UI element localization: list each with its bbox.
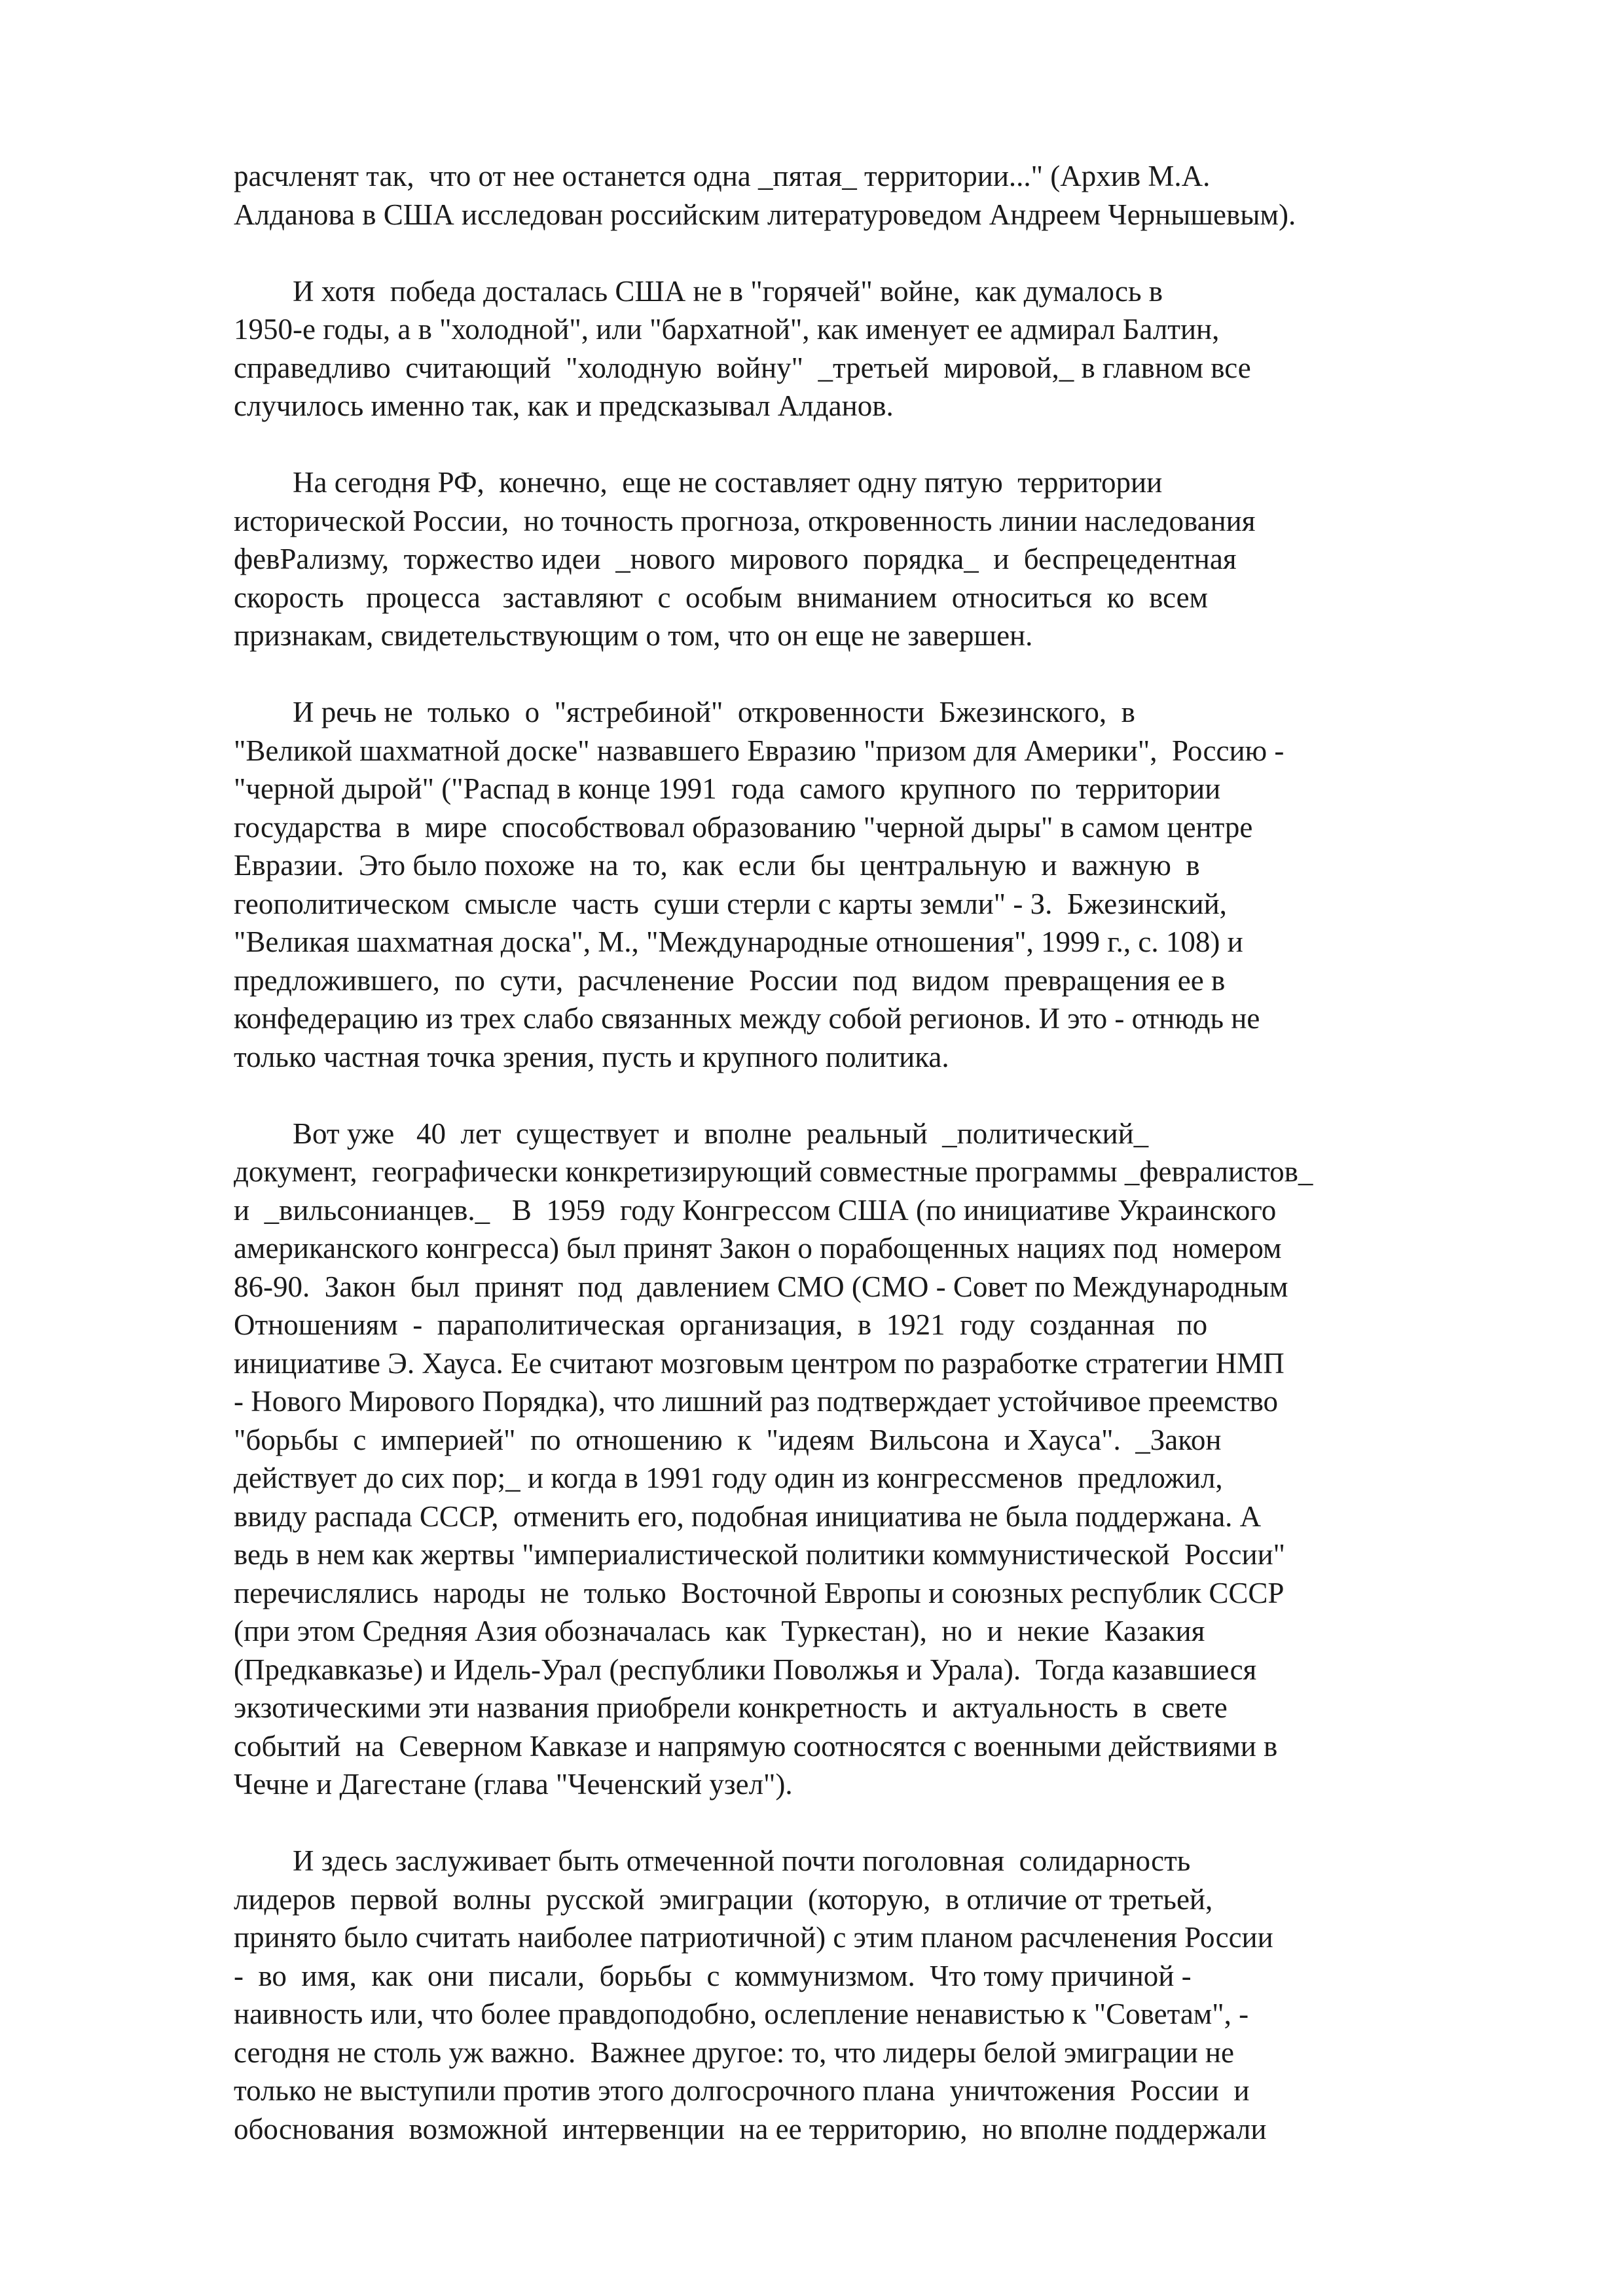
text-line: Чечне и Дагестане (глава "Чеченский узел"). [234,1768,793,1801]
text-line: действует до сих пор;_ и когда в 1991 году один из конгрессменов предложил, [234,1462,1223,1494]
text-line: только частная точка зрения, пусть и крупного политика. [234,1040,949,1073]
text-line: справедливо считающий "холодную войну" _третьей мировой,_ в главном все [234,351,1251,384]
text-line: обоснования возможной интервенции на ее территорию, но вполне поддержали [234,2112,1267,2145]
text-line: ведь в нем как жертвы "империалистической политики коммунистической России" [234,1538,1286,1571]
paragraph-gap [234,1076,1445,1115]
paragraph-p5 [234,1115,1445,1804]
paragraph-gap [234,1804,1445,1842]
text-line: сегодня не столь уж важно. Важнее другое: то, что лидеры белой эмиграции не [234,2036,1234,2069]
text-line: принято было считать наиболее патриотичной) с этим планом расчленения России [234,1921,1273,1954]
text-line: перечислялись народы не только Восточной Европы и союзных республик СССР [234,1576,1285,1609]
text-line: (Предкавказье) и Идель-Урал (республики Поволжья и Урала). Тогда казавшиеся [234,1653,1257,1686]
text-line: американского конгресса) был принят Закон о порабощенных нациях под номером [234,1232,1282,1265]
text-line: случилось именно так, как и предсказывал Алданов. [234,389,894,422]
text-line: 1950-е годы, а в "холодной", или "бархатной", как именует ее адмирал Балтин, [234,313,1220,346]
paragraph-p1 [234,157,1445,234]
text-line: конфедерацию из трех слабо связанных между собой регионов. И это - отнюдь не [234,1002,1260,1035]
text-line: На сегодня РФ, конечно, еще не составляет одну пятую территории [234,466,1163,499]
text-line: февРализму, торжество идеи _нового мирового порядка_ и беспрецедентная [234,543,1237,575]
text-line: (при этом Средняя Азия обозначалась как Туркестан), но и некие Казакия [234,1615,1205,1647]
text-line: И здесь заслуживает быть отмеченной почти поголовная солидарность [234,1844,1191,1877]
text-line: экзотическими эти названия приобрели конкретность и актуальность в свете [234,1691,1228,1724]
text-line: 86-90. Закон был принят под давлением СМО (СМО - Совет по Международным [234,1270,1288,1303]
text-line: "Великая шахматная доска", М., "Международные отношения", 1999 г., с. 108) и [234,925,1243,958]
text-line: Алданова в США исследован российским литературоведом Андреем Чернышевым). [234,198,1296,231]
text-line: только не выступили против этого долгосрочного плана уничтожения России и [234,2074,1250,2107]
text-line: И речь не только о "ястребиной" откровенности Бжезинского, в [234,696,1135,728]
text-line: Отношениям - параполитическая организация, в 1921 году созданная по [234,1308,1208,1341]
text-line: "Великой шахматной доске" назвавшего Евразию "призом для Америки", Россию - [234,734,1285,767]
text-line: И хотя победа досталась США не в "горячей" войне, как думалось в [234,274,1163,308]
text-line: государства в мире способствовал образованию "черной дыры" в самом центре [234,810,1253,844]
text-line: документ, географически конкретизирующий совместные программы _февралистов_ [234,1155,1313,1188]
text-line: признакам, свидетельствующим о том, что он еще не завершен. [234,619,1033,652]
paragraph-gap [234,655,1445,694]
text-line: скорость процесса заставляют с особым вниманием относиться ко всем [234,581,1209,614]
text-line: - Нового Мирового Порядка), что лишний раз подтверждает устойчивое преемство [234,1385,1279,1418]
text-line: расчленят так, что от нее останется одна _пятая_ территории..." (Архив М.А. [234,160,1211,192]
text-line: событий на Северном Кавказе и напрямую соотносятся с военными действиями в [234,1729,1278,1763]
text-line: исторической России, но точность прогноза, откровенность линии наследования [234,504,1256,537]
text-line: и _вильсонианцев._ В 1959 году Конгрессом США (по инициативе Украинского [234,1193,1277,1227]
paragraph-p4 [234,693,1445,1076]
text-line: - во имя, как они писали, борьбы с коммунизмом. Что тому причиной - [234,1959,1192,1992]
paragraph-p3 [234,463,1445,655]
document-body [234,157,1445,2148]
text-line: наивность или, что более правдоподобно, ослепление ненавистью к "Советам", - [234,1998,1249,2030]
text-line: геополитическом смысле часть суши стерли с карты земли" - З. Бжезинский, [234,887,1227,920]
text-line: ввиду распада СССР, отменить его, подобная инициатива не была поддержана. А [234,1499,1262,1533]
text-line: Вот уже 40 лет существует и вполне реальный _политический_ [234,1117,1149,1150]
paragraph-gap [234,234,1445,272]
text-line: лидеров первой волны русской эмиграции (которую, в отличие от третьей, [234,1882,1213,1916]
text-line: "борьбы с империей" по отношению к "идеям Вильсона и Хауса". _Закон [234,1423,1222,1456]
paragraph-gap [234,425,1445,464]
paragraph-p2 [234,272,1445,425]
text-line: Евразии. Это было похоже на то, как если бы центральную и важную в [234,849,1200,882]
paragraph-p6 [234,1842,1445,2148]
text-line: инициативе Э. Хауса. Ее считают мозговым центром по разработке стратегии НМП [234,1346,1285,1380]
text-line: предложившего, по сути, расчленение России под видом превращения ее в [234,963,1226,997]
text-line: "черной дырой" ("Распад в конце 1991 года самого крупного по территории [234,772,1221,805]
